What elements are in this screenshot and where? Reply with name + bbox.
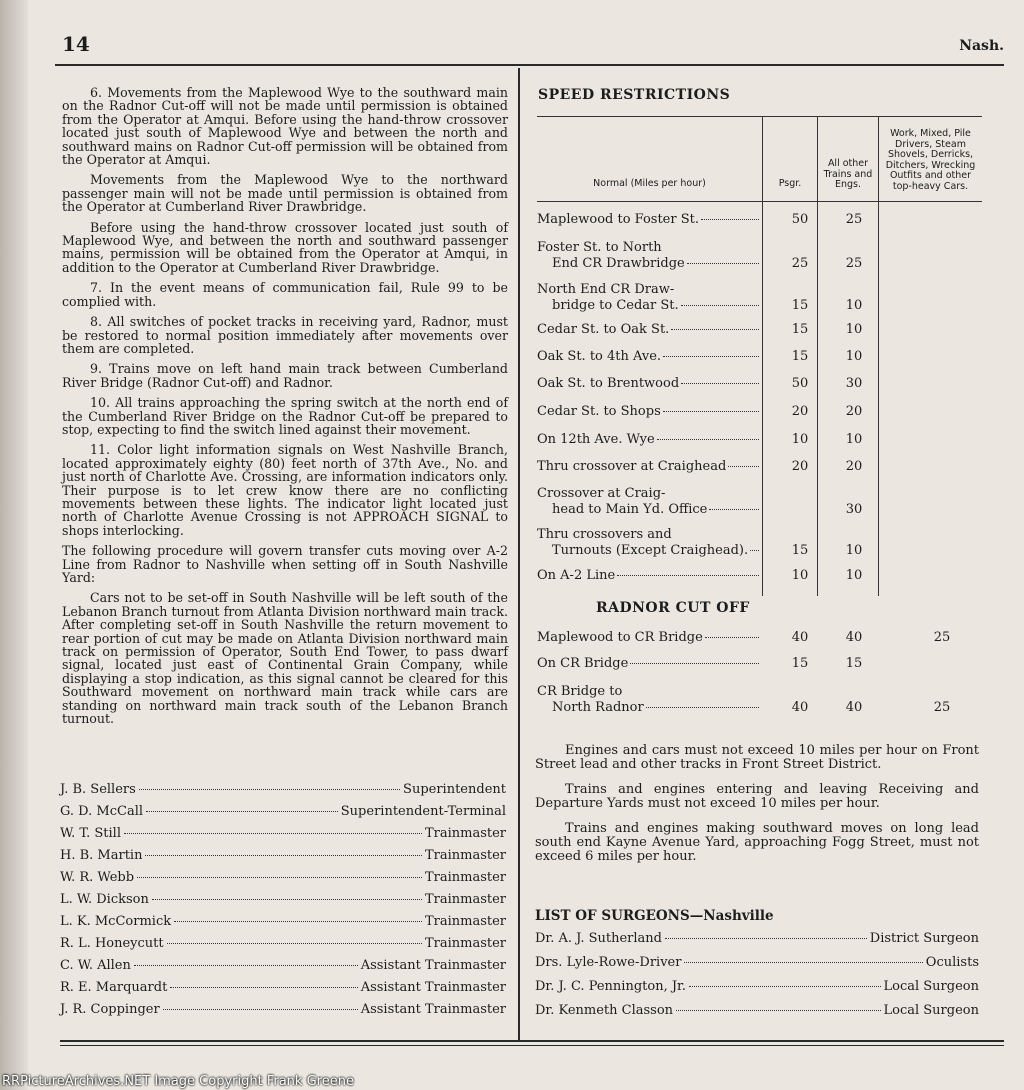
leader-dots — [167, 943, 422, 944]
leader-dots — [681, 383, 759, 384]
staff-row-title: Trainmaster — [424, 936, 506, 951]
leader-dots — [684, 962, 922, 963]
staff-row-title: Superintendent — [403, 782, 506, 797]
staff-row-name: W. R. Webb — [60, 870, 135, 885]
speed-row-label — [537, 256, 759, 272]
speed-psgr-value: 10 — [791, 568, 809, 583]
leader-dots — [170, 987, 357, 988]
speed-row-label-text: Maplewood to Foster St. — [537, 212, 699, 227]
staff-row — [60, 892, 506, 914]
surgeon-row-name: Dr. J. C. Pennington, Jr. — [535, 979, 686, 994]
staff-row-name: G. D. McCall — [60, 804, 144, 819]
instruction-paragraph: Before using the hand-throw crossover located just south of Maplewood Wye, and between the north and southward passenger mains, permission will be obtained from the Operator at Amqui, in addition to the Operator at Cumberland River Drawbridge. — [62, 219, 508, 275]
speed-work-value: 25 — [933, 630, 951, 645]
surgeon-row-name: Drs. Lyle-Rowe-Driver — [535, 955, 682, 970]
staff-row — [60, 848, 506, 870]
speed-other-value: 15 — [845, 656, 863, 671]
speed-other-value: 10 — [845, 432, 863, 447]
speed-row-label — [537, 700, 759, 716]
instruction-paragraph: 6. Movements from the Maplewood Wye to the southward main on the Radnor Cut-off will not be made until permission is obtained from the Operator at Amqui. Before using the hand-throw crossover located just south of Maplewood Wye and between the north and southward mains on Radnor Cut-off permission will be obtained from the Operator at Amqui. — [62, 85, 508, 168]
leader-dots — [663, 356, 759, 357]
page-number: 14 — [62, 32, 90, 56]
speed-row-label-line1: Crossover at Craig- — [537, 486, 666, 501]
speed-row-label-text: Oak St. to Brentwood — [537, 376, 680, 391]
speed-row — [537, 376, 982, 394]
leader-dots — [646, 707, 759, 708]
speed-row-label-line1: CR Bridge to — [537, 684, 623, 699]
surgeons-list — [535, 931, 979, 1027]
surgeon-row — [535, 955, 979, 979]
staff-row — [60, 936, 506, 958]
speed-note: Engines and cars must not exceed 10 miles per hour on Front Street lead and other tracks in Front Street District. — [535, 743, 979, 772]
leader-dots — [701, 219, 759, 220]
header-other — [818, 116, 878, 202]
speed-row — [537, 630, 982, 648]
speed-row — [537, 322, 982, 340]
staff-row — [60, 914, 506, 936]
speed-psgr-value: 15 — [791, 543, 809, 558]
speed-psgr-value: 40 — [791, 700, 809, 715]
leader-dots — [728, 466, 759, 467]
header-psgr-label: Psgr. — [778, 178, 802, 189]
leader-dots — [617, 575, 759, 576]
surgeon-row — [535, 931, 979, 955]
header-psgr — [763, 116, 817, 202]
speed-row-label — [537, 656, 759, 672]
speed-row — [537, 240, 982, 274]
staff-row-name: J. B. Sellers — [60, 782, 136, 797]
speed-row — [537, 432, 982, 450]
speed-row-label-text: Oak St. to 4th Ave. — [537, 349, 662, 364]
leader-dots — [124, 833, 422, 834]
staff-row-name: L. K. McCormick — [60, 914, 172, 929]
speed-row-label — [537, 543, 759, 559]
section-label: Nash. — [959, 38, 1004, 54]
speed-row — [537, 568, 982, 586]
speed-row-label-text: Cedar St. to Oak St. — [537, 322, 670, 337]
speed-work-value: 25 — [933, 700, 951, 715]
speed-row-label — [537, 376, 759, 392]
instruction-paragraph: 8. All switches of pocket tracks in receiving yard, Radnor, must be restored to normal position immediately after movements over them are completed. — [62, 314, 508, 356]
instruction-paragraph: Cars not to be set-off in South Nashville will be left south of the Lebanon Branch turnout from Atlanta Division northward main track. After completing set-off in South Nashville the return movement to rear portion of cut may be made on Atlanta Division northward main track on permission of Operator, South End Tower, to pass dwarf signal, located just east of Continental Grain Company, while displaying a stop indication, as this signal cannot be cleared for this Southward movement on northward main track while cars are standing on northward main track south of the Lebanon Branch turnout. — [62, 590, 508, 727]
header-normal — [537, 116, 762, 202]
speed-restrictions-title: SPEED RESTRICTIONS — [538, 87, 731, 103]
speed-row — [537, 684, 982, 718]
speed-psgr-value: 50 — [791, 212, 809, 227]
bottom-rule — [60, 1040, 1004, 1042]
surgeons-title: LIST OF SURGEONS—Nashville — [535, 908, 774, 924]
speed-row-label-text: On A-2 Line — [537, 568, 616, 583]
radnor-cut-off-title: RADNOR CUT OFF — [596, 600, 750, 616]
speed-row-label-line2: Turnouts (Except Craighead). — [552, 543, 749, 558]
staff-row-name: R. E. Marquardt — [60, 980, 168, 995]
staff-row-title: Trainmaster — [424, 914, 506, 929]
staff-row-title: Trainmaster — [424, 848, 506, 863]
leader-dots — [705, 637, 759, 638]
surgeon-row-title: Local Surgeon — [883, 1003, 979, 1018]
speed-row-label-line2: End CR Drawbridge — [552, 256, 685, 271]
leader-dots — [687, 263, 759, 264]
speed-other-value: 30 — [845, 376, 863, 391]
speed-row-label-line2: bridge to Cedar St. — [552, 298, 679, 313]
speed-row-label-text: Thru crossover at Craighead — [537, 459, 727, 474]
speed-psgr-value: 15 — [791, 656, 809, 671]
leader-dots — [671, 329, 759, 330]
header-other-label: All other Trains and Engs. — [823, 158, 873, 190]
staff-row — [60, 980, 506, 1002]
speed-row-label — [537, 432, 759, 448]
speed-row-label-text: Cedar St. to Shops — [537, 404, 661, 419]
instruction-paragraph: 9. Trains move on left hand main track between Cumberland River Bridge (Radnor Cut-off) and Radnor. — [62, 361, 508, 390]
header-work-label: Work, Mixed, Pile Drivers, Steam Shovels, Derricks, Ditchers, Wrecking Outfits and other top-heavy Cars. — [885, 128, 976, 192]
surgeon-row-name: Dr. A. J. Sutherland — [535, 931, 662, 946]
staff-list — [60, 782, 506, 1024]
instruction-paragraph: 11. Color light information signals on West Nashville Branch, located approximately eighty (80) feet north of 37th Ave., No. and just north of Charlotte Ave. Crossing, are information indicators only. Their purpose is to let crew know there are no conflicting movements between these lights. The indicator light located just north of Charlotte Avenue Crossing is not APPROACH SIGNAL to shops interlocking. — [62, 442, 508, 538]
instruction-paragraph: The following procedure will govern transfer cuts moving over A-2 Line from Radnor to Nashville when setting off in South Nashville Yard: — [62, 543, 508, 585]
surgeon-row — [535, 1003, 979, 1027]
speed-row-label — [537, 212, 759, 228]
staff-row-name: L. W. Dickson — [60, 892, 149, 907]
leader-dots — [174, 921, 422, 922]
surgeon-row-title: Oculists — [925, 955, 979, 970]
speed-row-label — [537, 459, 759, 475]
instruction-paragraph: 7. In the event means of communication fail, Rule 99 to be complied with. — [62, 280, 508, 309]
staff-row-name: W. T. Still — [60, 826, 121, 841]
speed-row — [537, 282, 982, 316]
speed-other-value: 10 — [845, 543, 863, 558]
staff-row-title: Assistant Trainmaster — [360, 958, 506, 973]
leader-dots — [146, 811, 338, 812]
surgeon-row — [535, 979, 979, 1003]
speed-other-value: 10 — [845, 298, 863, 313]
speed-row-label-line1: Thru crossovers and — [537, 527, 672, 542]
speed-other-value: 40 — [845, 700, 863, 715]
surgeon-row-title: District Surgeon — [869, 931, 979, 946]
staff-row — [60, 958, 506, 980]
speed-row-label — [537, 322, 759, 338]
special-instructions-column — [62, 86, 508, 732]
watermark: RRPictureArchives.NET Image Copyright Frank Greene — [2, 1074, 354, 1089]
leader-dots — [676, 1010, 880, 1011]
leader-dots — [630, 663, 759, 664]
leader-dots — [689, 986, 881, 987]
speed-note: Trains and engines making southward moves on long lead south end Kayne Avenue Yard, approaching Fogg Street, must not exceed 6 miles per hour. — [535, 821, 979, 864]
page-fold-shadow — [0, 0, 28, 1090]
speed-psgr-value: 50 — [791, 376, 809, 391]
staff-row — [60, 804, 506, 826]
speed-row-label — [537, 298, 759, 314]
column-divider — [518, 68, 520, 1040]
staff-row — [60, 782, 506, 804]
staff-row-name: J. R. Coppinger — [60, 1002, 160, 1017]
staff-row-title: Trainmaster — [424, 892, 506, 907]
staff-row-title: Assistant Trainmaster — [360, 1002, 506, 1017]
speed-row — [537, 486, 982, 520]
speed-psgr-value: 15 — [791, 298, 809, 313]
surgeon-row-title: Local Surgeon — [883, 979, 979, 994]
staff-row-name: C. W. Allen — [60, 958, 131, 973]
speed-other-value: 20 — [845, 459, 863, 474]
staff-row-title: Assistant Trainmaster — [360, 980, 506, 995]
staff-row-name: H. B. Martin — [60, 848, 143, 863]
leader-dots — [663, 411, 759, 412]
speed-row-label-text: On 12th Ave. Wye — [537, 432, 655, 447]
speed-row-label — [537, 502, 759, 518]
speed-row-label-text: Maplewood to CR Bridge — [537, 630, 703, 645]
header-normal-label: Normal (Miles per hour) — [593, 178, 706, 189]
speed-row-label-line2: North Radnor — [552, 700, 644, 715]
speed-row-label — [537, 630, 759, 646]
leader-dots — [657, 439, 759, 440]
speed-row — [537, 212, 982, 230]
speed-row — [537, 404, 982, 422]
speed-other-value: 10 — [845, 322, 863, 337]
surgeon-row-name: Dr. Kenmeth Classon — [535, 1003, 674, 1018]
staff-row-title: Trainmaster — [424, 826, 506, 841]
speed-row-label — [537, 568, 759, 584]
leader-dots — [134, 965, 358, 966]
leader-dots — [152, 899, 422, 900]
leader-dots — [139, 789, 400, 790]
speed-row-label-line1: Foster St. to North — [537, 240, 662, 255]
bottom-rule-thin — [60, 1045, 1004, 1046]
speed-row — [537, 459, 982, 477]
speed-psgr-value: 15 — [791, 349, 809, 364]
speed-psgr-value: 15 — [791, 322, 809, 337]
staff-row-title: Superintendent-Terminal — [340, 804, 506, 819]
staff-row-name: R. L. Honeycutt — [60, 936, 164, 951]
speed-psgr-value: 10 — [791, 432, 809, 447]
speed-row — [537, 656, 982, 674]
speed-note: Trains and engines entering and leaving Receiving and Departure Yards must not exceed 10 miles per hour. — [535, 782, 979, 811]
speed-other-value: 10 — [845, 568, 863, 583]
speed-other-value: 25 — [845, 256, 863, 271]
header-work — [879, 116, 982, 202]
leader-dots — [750, 550, 759, 551]
top-rule — [55, 64, 1004, 66]
instruction-paragraph: Movements from the Maplewood Wye to the northward passenger main will not be made until permission is obtained from the Operator at Cumberland River Drawbridge. — [62, 172, 508, 215]
speed-row-label-text: On CR Bridge — [537, 656, 629, 671]
speed-psgr-value: 25 — [791, 256, 809, 271]
leader-dots — [137, 877, 422, 878]
staff-row — [60, 826, 506, 848]
staff-row-title: Trainmaster — [424, 870, 506, 885]
leader-dots — [681, 305, 759, 306]
speed-psgr-value: 20 — [791, 404, 809, 419]
leader-dots — [709, 509, 759, 510]
leader-dots — [145, 855, 422, 856]
speed-row — [537, 527, 982, 561]
speed-other-value: 30 — [845, 502, 863, 517]
speed-other-value: 25 — [845, 212, 863, 227]
speed-row-label — [537, 349, 759, 365]
leader-dots — [665, 938, 867, 939]
speed-psgr-value: 20 — [791, 459, 809, 474]
speed-row-label-line1: North End CR Draw- — [537, 282, 675, 297]
leader-dots — [163, 1009, 358, 1010]
speed-notes — [535, 744, 979, 875]
speed-psgr-value: 40 — [791, 630, 809, 645]
speed-other-value: 40 — [845, 630, 863, 645]
speed-row — [537, 349, 982, 367]
speed-other-value: 20 — [845, 404, 863, 419]
speed-row-label — [537, 404, 759, 420]
speed-row-label-line2: head to Main Yd. Office — [552, 502, 708, 517]
speed-other-value: 10 — [845, 349, 863, 364]
instruction-paragraph: 10. All trains approaching the spring switch at the north end of the Cumberland River Bridge on the Radnor Cut-off be prepared to stop, expecting to find the switch lined against their movement. — [62, 395, 508, 437]
staff-row — [60, 1002, 506, 1024]
staff-row — [60, 870, 506, 892]
